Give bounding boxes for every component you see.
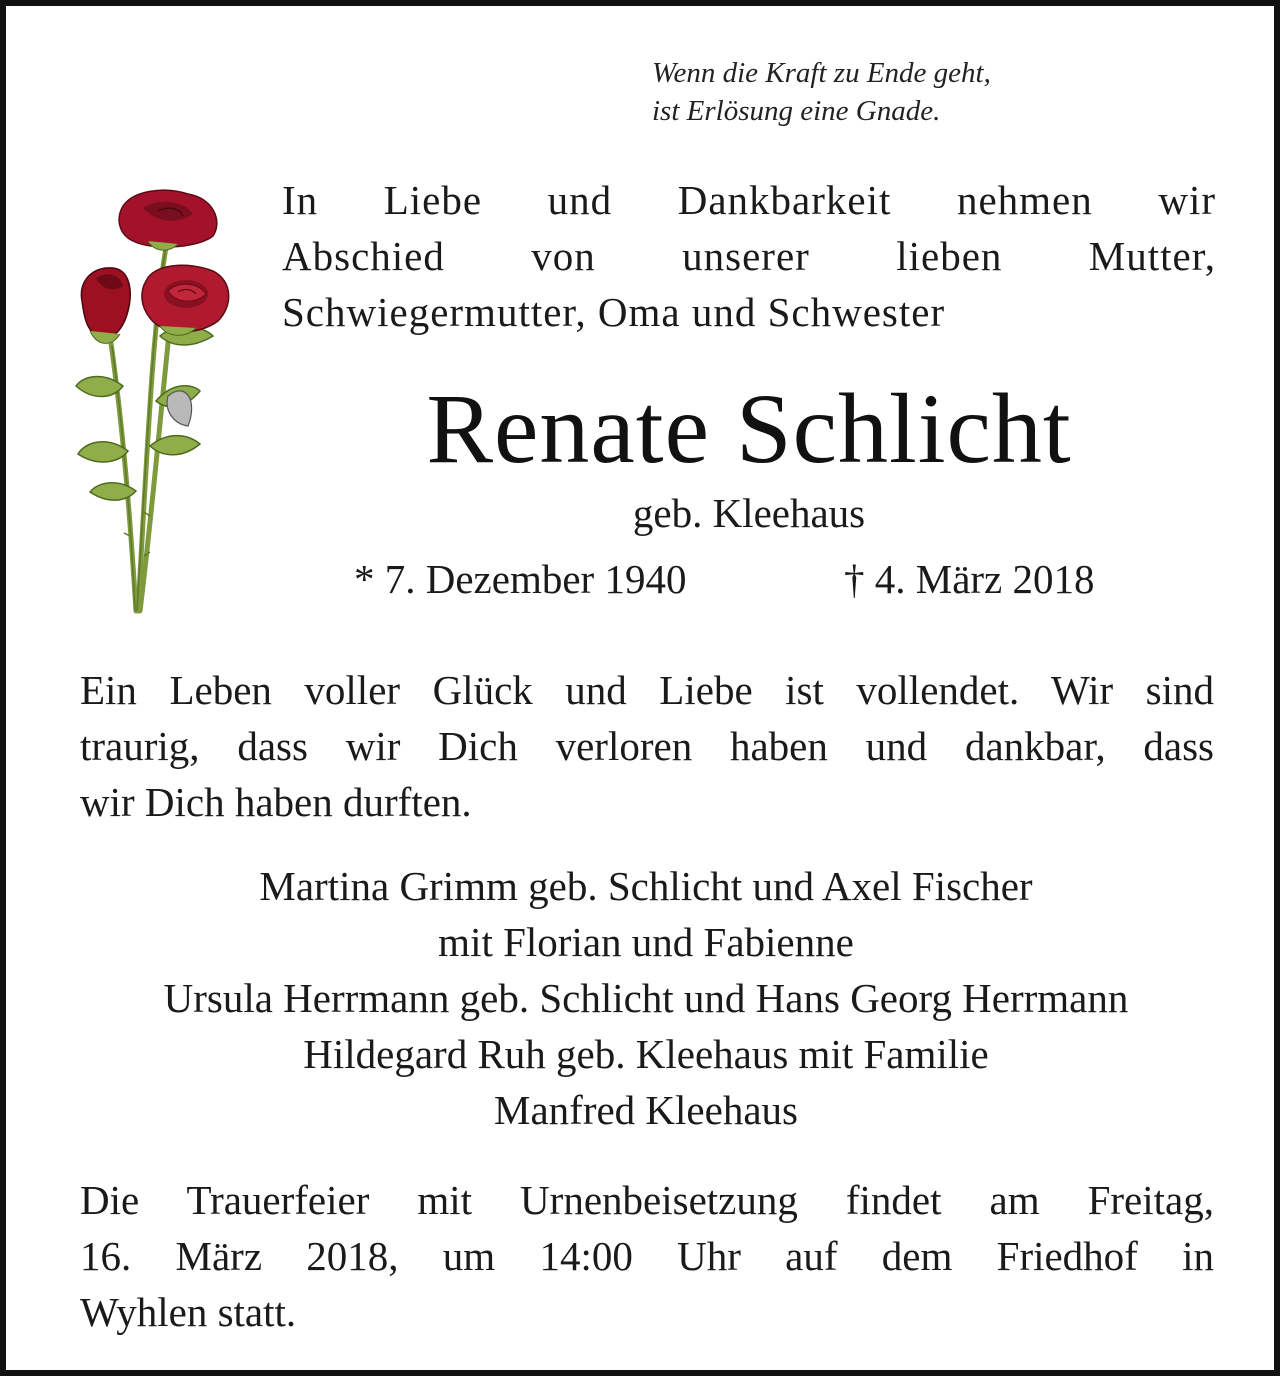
birth-date: * 7. Dezember 1940 — [354, 556, 687, 602]
roses-bouquet-icon — [68, 186, 238, 621]
motto-line-2: ist Erlösung eine Gnade. — [652, 95, 941, 127]
mourner-line: Martina Grimm geb. Schlicht und Axel Fischer — [259, 863, 1033, 909]
death-date: † 4. März 2018 — [844, 556, 1095, 602]
tribute-text — [80, 662, 1214, 830]
tribute-line-2: traurig, dass wir Dich verloren haben und dankbar, dass — [80, 723, 1214, 769]
funeral-line-1: Die Trauerfeier mit Urnenbeisetzung findet am Freitag, — [80, 1177, 1214, 1223]
funeral-line-3: Wyhlen statt. — [80, 1289, 297, 1335]
maiden-name: geb. Kleehaus — [632, 490, 866, 536]
deceased-name: Renate Schlicht — [426, 373, 1072, 484]
motto-line-1: Wenn die Kraft zu Ende geht, — [652, 57, 991, 89]
funeral-line-2: 16. März 2018, um 14:00 Uhr auf dem Friedhof in — [80, 1233, 1214, 1279]
intro-line-1: In Liebe und Dankbarkeit nehmen wir — [282, 177, 1216, 223]
intro-line-3: Schwiegermutter, Oma und Schwester — [282, 289, 946, 335]
tribute-line-1: Ein Leben voller Glück und Liebe ist vollendet. Wir sind — [80, 667, 1214, 713]
motto — [652, 54, 991, 130]
mourner-line: mit Florian und Fabienne — [438, 919, 854, 965]
intro-text — [282, 172, 1216, 340]
tribute-line-3: wir Dich haben durften. — [80, 779, 472, 825]
funeral-info — [80, 1172, 1214, 1340]
mourners-list — [66, 858, 1226, 1138]
mourner-line: Manfred Kleehaus — [494, 1087, 798, 1133]
mourner-line: Ursula Herrmann geb. Schlicht und Hans Georg Herrmann — [163, 975, 1129, 1021]
mourner-line: Hildegard Ruh geb. Kleehaus mit Familie — [303, 1031, 989, 1077]
intro-line-2: Abschied von unserer lieben Mutter, — [282, 233, 1216, 279]
